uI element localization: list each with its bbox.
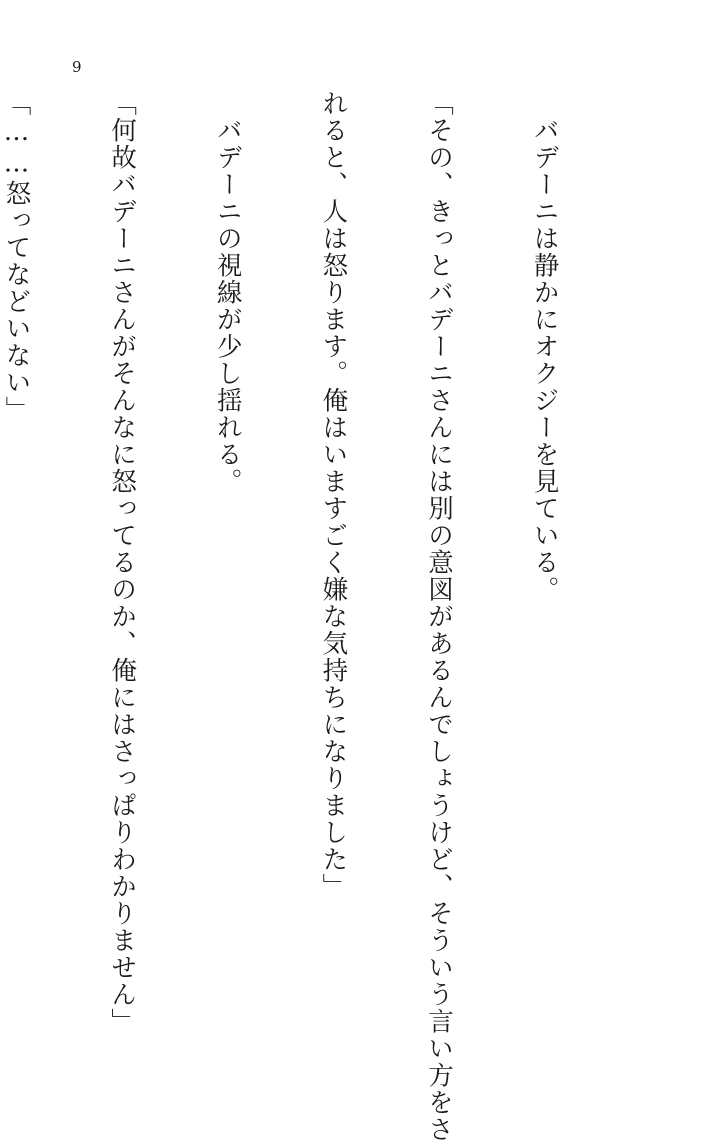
text-line: 「……怒ってなどいない」 bbox=[1, 90, 32, 423]
text-line: 「その、きっとバデーニさんには別の意図があるんでしょうけど、そういう言い方をさ bbox=[423, 90, 454, 1143]
text-line: れると、人は怒ります。俺はいますごく嫌な気持ちになりました」 bbox=[318, 90, 349, 900]
text-line: バデーニの視線が少し揺れる。 bbox=[212, 90, 243, 495]
page-number: 9 bbox=[72, 58, 82, 76]
vertical-text-body bbox=[0, 90, 632, 1143]
text-line: 「何故バデーニさんがそんなに怒ってるのか、俺にはさっぱりわかりません」 bbox=[107, 90, 138, 1035]
text-line: バデーニは静かにオクジーを見ている。 bbox=[529, 90, 560, 603]
